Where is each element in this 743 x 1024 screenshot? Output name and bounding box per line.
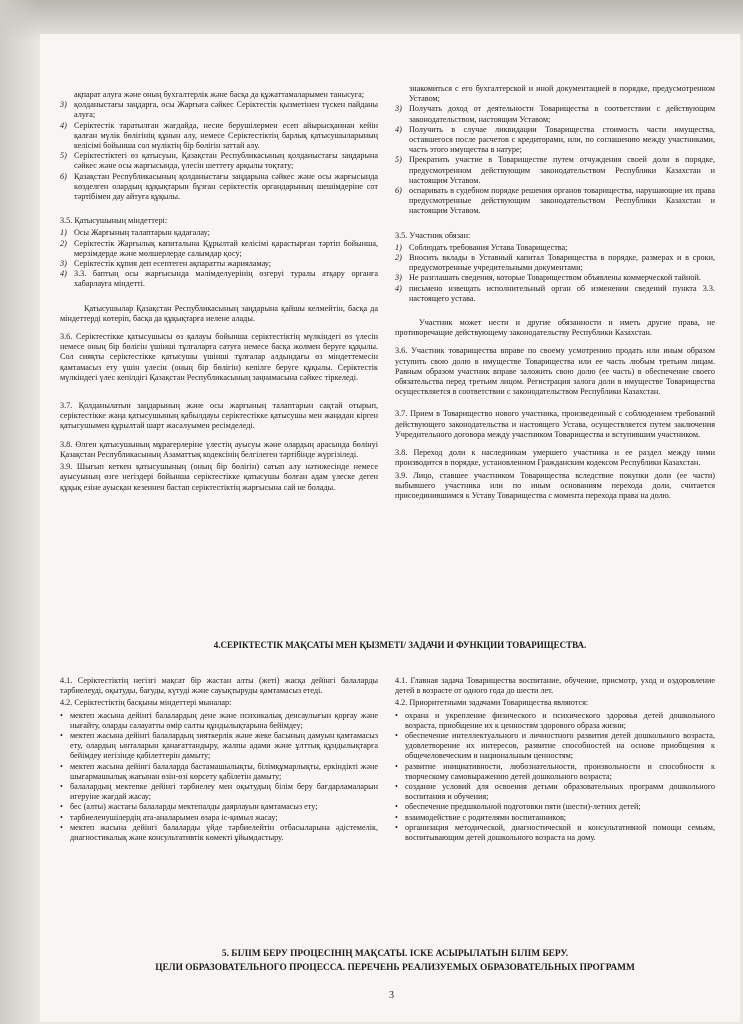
left-list-item-number: 6) xyxy=(60,171,67,181)
left-list-item xyxy=(60,100,378,120)
right-41-paragraph: 4.1. Главная задача Товарищества воспитание, обучение, присмотр, уход и оздоровление детей в возрасте от одного года до шести лет. xyxy=(395,676,715,696)
section-4-title: 4.СЕРІКТЕСТІК МАҚСАТЫ МЕН ҚЫЗМЕТІ/ ЗАДАЧИ И ФУНКЦИИ ТОВАРИЩЕСТВА. xyxy=(213,640,587,650)
right-duty-item-number: 4) xyxy=(395,283,402,293)
right-task-item xyxy=(395,782,715,802)
right-list-item xyxy=(395,186,715,217)
right-tasks-list xyxy=(395,711,715,844)
left-column-section3 xyxy=(60,90,378,495)
left-extra-paragraph: Қатысушылар Қазақстан Республикасының заңдарына қайшы келмейтін, басқа да міндеттерді көтеріп, басқа да құқықтарға иелене алады. xyxy=(60,303,378,323)
left-task-item xyxy=(60,823,378,843)
right-duty-item-text: Не разглашать сведения, которые Товариществом объявлены коммерческой тайной. xyxy=(409,273,701,283)
page-number: 3 xyxy=(389,990,394,1001)
bullet-icon: • xyxy=(395,761,398,771)
bullet-icon: • xyxy=(60,731,63,741)
left-task-item-text: мектеп жасына дейінгі балалардың зияткерлік және жеке басының дамуын қамтамасыз ету, олардың ынталарын қанағаттандыру, жалпы адами және ұлттық құндылықтарға бейімдеу негізінде қабілеттерін дамыту; xyxy=(70,731,378,761)
bullet-icon: • xyxy=(395,782,398,792)
left-list-item xyxy=(60,151,378,171)
right-duty-item-text: Вносить вклады в Уставный капитал Товарищества в порядке, размерах и в сроки, предусмотренные учредительными документами; xyxy=(409,253,715,273)
right-task-item-text: создание условий для освоения детьми образовательных программ дошкольного воспитания и обучения; xyxy=(405,782,715,802)
right-task-item xyxy=(395,711,715,731)
left-duty-item-number: 2) xyxy=(60,238,67,248)
right-list-item-text: Получать доход от деятельности Товарищества в соответствии с действующим законодательством, настоящим Уставом; xyxy=(409,104,715,124)
right-extra-paragraph: Участник может нести и другие обязанности и иметь другие права, не противоречащие действующему законодательству Республики Казахстан. xyxy=(395,318,715,338)
left-list-item-number: 5) xyxy=(60,151,67,161)
left-duty-item-text: 3.3. баптың осы жарғысында мәлімделуерінің өзгеруі туралы атқару органға хабарлауға міндетті. xyxy=(74,269,378,289)
bullet-icon: • xyxy=(395,812,398,822)
right-list-item-number: 5) xyxy=(395,155,402,165)
right-35-heading: 3.5. Участник обязан: xyxy=(395,230,471,240)
right-37-paragraph: 3.7. Прием в Товарищество нового участника, произведенный с соблюдением требований действующего законодательства и настоящего Устава, осуществляется путем заключения Учредительного договора между участником Товарищества и вступившим участником. xyxy=(395,409,715,439)
right-task-item xyxy=(395,802,715,812)
right-column-section4 xyxy=(395,676,715,843)
bullet-icon: • xyxy=(60,761,63,771)
right-task-item xyxy=(395,731,715,762)
right-duty-item-number: 1) xyxy=(395,242,402,252)
left-37-paragraph: 3.7. Қолданылатын заңдарының және осы жарғының талаптарын сақтай отырып, серіктестікке жаңа қатысушының қабылдауы серіктестікке қатысушы мен жаңадан кірген қатысушымен құрылтай шарт жасалуымен ресімделеді. xyxy=(60,401,378,431)
bullet-icon: • xyxy=(60,710,63,720)
left-rights-list xyxy=(60,90,378,202)
left-task-item-text: тәрбиеленушілердің ата-аналарымен өзара іс-қимыл жасау; xyxy=(70,812,278,822)
left-41-paragraph: 4.1. Серіктестіктің негізгі мақсат бір жастан алты (жеті) жасқа дейінгі балаларды тәрбиелеуді, оқытуды, бағуды, күтуді және сауықтыруды қамтамасыз етеді. xyxy=(60,676,378,696)
right-36-paragraph: 3.6. Участник товарищества вправе по своему усмотрению продать или иным образом уступить свою долю в имуществе Товарищества или ее часть любым третьим лицам. Равным образом участник вправе заложить свою долю (ее часть) в обеспечение своего обязательства перед третьим лицом. Регистрация залога доли в имуществе Товарищества осуществляется в соответствии с законодательством Республики Казахстан. xyxy=(395,346,715,397)
left-duty-item-number: 3) xyxy=(60,259,67,269)
left-list-item xyxy=(60,172,378,203)
left-36-paragraph: 3.6. Серіктестікке қатысушысы өз қалауы бойынша серіктестіктің мүлкіндегі өз үлесін немесе оның бір бөлігін үшінші тұлғаларға сатуға немесе басқа жолмен беруге құқылы. Сол сияқты серіктестікке қатысушы үшінші тұлғалар алдындағы өз міндеттемесін қамтамасыз ету үшін үлесін (оның бір бөлігін) кепілге беруге құқылы. Серіктестік мүлкіндегі үлес кепілдігі Қазақстан Республикасының заңнамасына сәйкес тіркеледі. xyxy=(60,332,378,382)
left-list-item-text: ақпарат алуға және оның бухгалтерлік және басқа да құжаттамаларымен танысуға; xyxy=(74,90,365,99)
right-task-item-text: развитие инициативности, любознательности, произвольности и способности к творческому самовыражению детей дошкольного возраста; xyxy=(405,761,715,781)
right-duty-item-number: 2) xyxy=(395,253,402,263)
left-task-item xyxy=(60,813,378,823)
bullet-icon: • xyxy=(395,802,398,812)
left-42-heading: 4.2. Серіктестіктің басқыны міндеттері мыналар: xyxy=(60,698,232,708)
right-list-item-number: 6) xyxy=(395,186,402,196)
left-list-item-number xyxy=(60,90,74,100)
left-task-item-text: мектеп жасына дейінгі балаларды үйде тәрбиелейтін отбасыларына әдістемелік, диагностикалық және консультативтік көмекті ұйымдастыру. xyxy=(70,822,378,843)
right-task-item-text: обеспечение предшкольной подготовки пяти (шести)-летних детей; xyxy=(405,802,641,812)
left-tasks-list xyxy=(60,711,378,844)
left-list-item-number: 3) xyxy=(60,100,67,110)
right-list-item-text: оспаривать в судебном порядке решения органов товарищества, нарушающие их права предусмотренные действующим законодательством Республики Казахстан и настоящим Уставом. xyxy=(409,186,715,216)
right-39-paragraph: 3.9. Лицо, ставшее участником Товарищества вследствие покупки доли (ее части) выбывшего участника или по иным основаниям перехода доли, считается присоединившимся к Уставу Товарищества с момента перехода права на долю. xyxy=(395,470,715,500)
right-42-heading: 4.2. Приоритетными задачами Товарищества являются: xyxy=(395,698,589,708)
bullet-icon: • xyxy=(60,802,63,812)
left-list-item-text: Серіктестіктегі өз қатысуын, Қазақстан Республикасының қолданыстағы заңдарына сәйкес және осы жарғысында, үлесін шеттету арқылы тоқтату; xyxy=(74,151,378,171)
left-duty-item xyxy=(60,269,378,289)
left-task-item xyxy=(60,762,378,782)
left-list-item xyxy=(60,90,378,100)
left-duty-item-text: Осы Жарғының талаптарын қадағалау; xyxy=(74,228,210,238)
left-list-item xyxy=(60,121,378,152)
bullet-icon: • xyxy=(395,822,398,832)
right-task-item-text: взаимодействие с родителями воспитанников; xyxy=(405,812,567,822)
left-task-item xyxy=(60,711,378,731)
left-list-item-number: 4) xyxy=(60,120,67,130)
left-duties-list xyxy=(60,228,378,289)
right-task-item xyxy=(395,823,715,843)
left-35-heading: 3.5. Қатысушының міндеттері: xyxy=(60,216,168,226)
left-task-item-text: бес (алты) жастағы балаларды мектепалды даярлауын қамтамасыз ету; xyxy=(70,802,318,812)
right-duty-item xyxy=(395,284,715,304)
right-duty-item xyxy=(395,273,715,283)
left-task-item xyxy=(60,782,378,802)
left-task-item xyxy=(60,802,378,812)
left-task-item xyxy=(60,731,378,762)
right-task-item xyxy=(395,813,715,823)
left-duty-item-number: 4) xyxy=(60,269,67,279)
bullet-icon: • xyxy=(60,782,63,792)
left-column-section4 xyxy=(60,676,378,843)
section-5-title-ru: ЦЕЛИ ОБРАЗОВАТЕЛЬНОГО ПРОЦЕССА. ПЕРЕЧЕНЬ РЕАЛИЗУЕМЫХ ОБРАЗОВАТЕЛЬНЫХ ПРОГРАММ xyxy=(155,963,635,973)
right-list-item xyxy=(395,104,715,124)
left-duty-item xyxy=(60,239,378,259)
right-duty-item-number: 3) xyxy=(395,273,402,283)
bullet-icon: • xyxy=(395,731,398,741)
right-rights-list xyxy=(395,84,715,217)
right-list-item xyxy=(395,84,715,104)
left-list-item-text: Серіктестік таратылған жағдайда, несие берушілермен есеп айырысқаннан кейін қалған мүлік бөлігінің құнын алу, немесе Серіктестіктің барлық қатысушыларының келісімі бойынша сол мүліктің бір бөлігін заттай алу. xyxy=(74,120,378,151)
right-list-item-number: 4) xyxy=(395,124,402,134)
left-duty-item xyxy=(60,259,378,269)
right-task-item-text: охрана и укрепление физического и психического здоровья детей дошкольного возраста, приобщение их к ценностям здорового образа жизни; xyxy=(405,710,715,730)
section-5-title-kz: 5. БІЛІМ БЕРУ ПРОЦЕСІНІҢ МАҚСАТЫ. ІСКЕ АСЫРЫЛАТЫН БІЛІМ БЕРУ. xyxy=(221,949,569,959)
bullet-icon: • xyxy=(395,710,398,720)
right-list-item-text: Прекратить участие в Товариществе путем отчуждения своей доли в порядке, предусмотренном действующим законодательством Республики Казахстан и настоящим Уставом. xyxy=(409,155,715,185)
left-duty-item xyxy=(60,228,378,238)
right-list-item xyxy=(395,125,715,156)
right-column-section3 xyxy=(395,84,715,503)
scan-left-shadow xyxy=(0,0,40,1024)
right-task-item xyxy=(395,762,715,782)
left-duty-item-text: Серіктестік Жарғылық капиталына Құрылтай келісімі қарастырған тәртіп бойынша, мерзімдерде және мөлшерлерде салымдар қосу; xyxy=(74,238,378,258)
right-list-item xyxy=(395,155,715,186)
left-task-item-text: мектеп жасына дейінгі балалардың дене және психикалық денсаулығын қорғау және нығайту, оларды салауатты өмір салты құндылықтарына бейімдеу; xyxy=(70,710,378,730)
left-list-item-text: Қазақстан Республикасының қолданыстағы заңдарына сәйкес және осы жарғысында көзделген олардың құқықтарын бұзған серіктестік органдарының шешімдеріне сот тәртібімен дау айтуға құқылы. xyxy=(74,171,378,202)
left-duty-item-text: Серіктестік құпия деп есептеген ақпаратты жарияламау; xyxy=(74,259,272,269)
bullet-icon: • xyxy=(60,822,63,832)
right-duty-item-text: письмено извещать исполнительный орган об изменении сведений пункта 3.3. настоящего устава. xyxy=(409,283,715,303)
left-task-item-text: мектеп жасына дейінгі балаларда бастамашылықты, білімқұмарлықты, еркіндікті және шығармашылық жағынан өзін-өзі көрсету қабілетін дамыту; xyxy=(70,761,378,781)
right-task-item-text: обеспечение интеллектуального и личностного развития детей дошкольного возраста, удовлетворение их интересов, развитие способностей на основе приобщения к общечеловеческим и национальным ценностям; xyxy=(405,731,715,761)
right-38-paragraph: 3.8. Переход доли к наследникам умершего участника и ее раздел между ними производится в порядке, установленном Гражданским кодексом Республики Казахстан. xyxy=(395,448,715,468)
right-list-item-number: 3) xyxy=(395,104,402,114)
right-duty-item xyxy=(395,253,715,273)
left-38-paragraph: 3.8. Өлген қатысушының мұрагерлеріне үлестің ауысуы және олардың арасында бөлінуі Қазақстан Республикасының Азаматтық кодексінің белгілеген тәртібінде жүргізіледі. xyxy=(60,439,378,459)
left-39-paragraph: 3.9. Шығып кеткен қатысушының (оның бір бөлігін) сатып алу нәтижесінде немесе ауысуының өзге негіздері бойынша серіктестікке қатысушы болған адам үлеске деген құқық езіне ауысқан кезеннен бастап серіктестіктің жарғысына сай не болады. xyxy=(60,462,378,492)
right-list-item-text: Получить в случае ликвидации Товарищества стоимость части имущества, оставшегося после расчетов с кредиторами, или, по соглашению между участниками, часть этого имущества в натуре; xyxy=(409,124,715,155)
left-list-item-text: қолданыстағы заңдарға, осы Жарғыға сәйкес Серіктестік қызметінен түскен пайданы алуға; xyxy=(74,100,378,120)
right-list-item-number xyxy=(395,84,409,104)
left-task-item-text: балалардың мектепке дейінгі тәрбиелеу мен оқытудың білім беру бағдарламаларын игеруіне жағдай жасау; xyxy=(70,782,378,802)
right-duty-item xyxy=(395,243,715,253)
bullet-icon: • xyxy=(60,812,63,822)
right-list-item-text: знакомиться с его бухгалтерской и иной документацией в порядке, предусмотренном Уставом; xyxy=(409,84,715,104)
right-duties-list xyxy=(395,243,715,304)
left-duty-item-number: 1) xyxy=(60,228,67,238)
right-task-item-text: организация методической, диагностической и консультативной помощи семьям, воспитывающим детей дошкольного возраста на дому. xyxy=(405,822,715,843)
right-duty-item-text: Соблюдать требования Устава Товарищества; xyxy=(409,242,568,252)
